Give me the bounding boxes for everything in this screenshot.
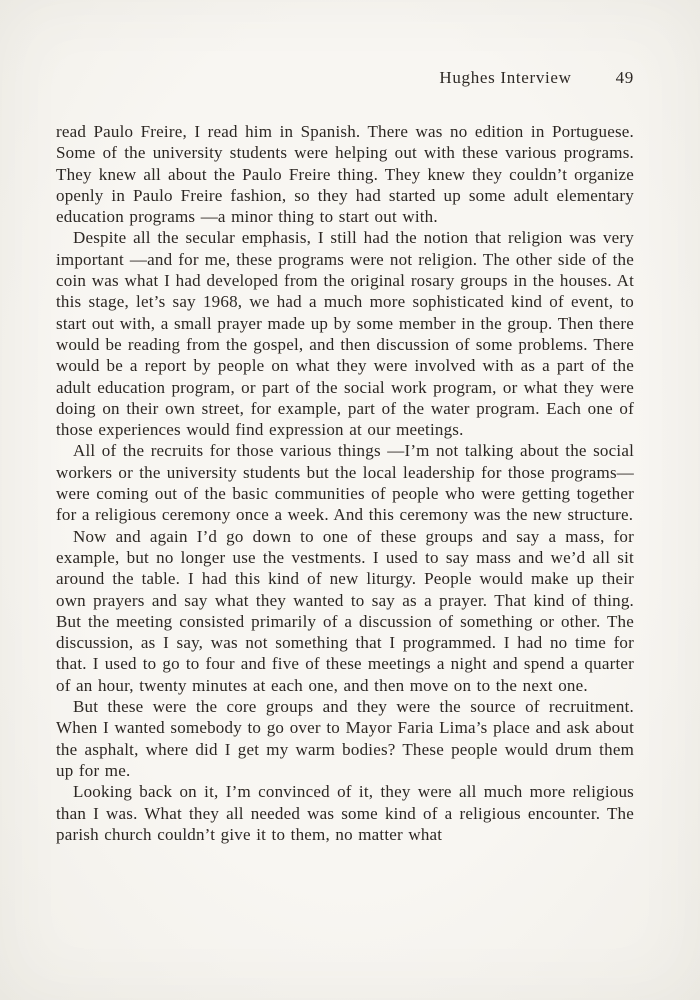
paragraph-1: read Paulo Freire, I read him in Spanish. There was no edition in Portuguese. Some of the university students were helping out with these various programs. They knew all about the Paulo Freire thing. They knew they couldn’t organize openly in Paulo Freire fashion, so they had started up some adult elementary education programs —a minor thing to start out with.	[56, 122, 634, 227]
paragraph-3: All of the recruits for those various things —I’m not talking about the social workers or the university students but the local leadership for those programs— were coming out of the basic communities of people who were getting together for a religious ceremony once a week. And this ceremony was the new structure.	[56, 441, 634, 525]
page-number: 49	[615, 68, 634, 87]
paragraph-6: Looking back on it, I’m convinced of it, they were all much more religious than I was. What they all needed was some kind of a religious encounter. The parish church couldn’t give it to them, no matter what	[56, 782, 634, 844]
paragraph-5: But these were the core groups and they were the source of recruitment. When I wanted somebody to go over to Mayor Faria Lima’s place and ask about the asphalt, where did I get my warm bodies? These people would drum them up for me.	[56, 697, 634, 780]
running-header-title: Hughes Interview	[439, 68, 572, 87]
page-body	[56, 121, 634, 845]
paragraph-2: Despite all the secular emphasis, I still had the notion that religion was very important —and for me, these programs were not religion. The other side of the coin was what I had developed from the original rosary groups in the houses. At this stage, let’s say 1968, we had a much more sophisticated kind of event, to start out with, a small prayer made up by some member in the group. Then there would be reading from the gospel, and then discussion of some problems. There would be a report by people on what they were involved with as a part of the adult education program, or part of the social work program, or what they were doing on their own street, for example, part of the water program. Each one of those experiences would find expression at our meetings.	[56, 228, 634, 440]
running-header	[56, 68, 634, 88]
paragraph-4: Now and again I’d go down to one of these groups and say a mass, for example, but no longer use the vestments. I used to say mass and we’d all sit around the table. I had this kind of new liturgy. People would make up their own prayers and say what they wanted to say as a prayer. That kind of thing. But the meeting consisted primarily of a discussion of something or other. The discussion, as I say, was not something that I programmed. I had no time for that. I used to go to four and five of these meetings a night and spend a quarter of an hour, twenty minutes at each one, and then move on to the next one.	[56, 526, 634, 695]
